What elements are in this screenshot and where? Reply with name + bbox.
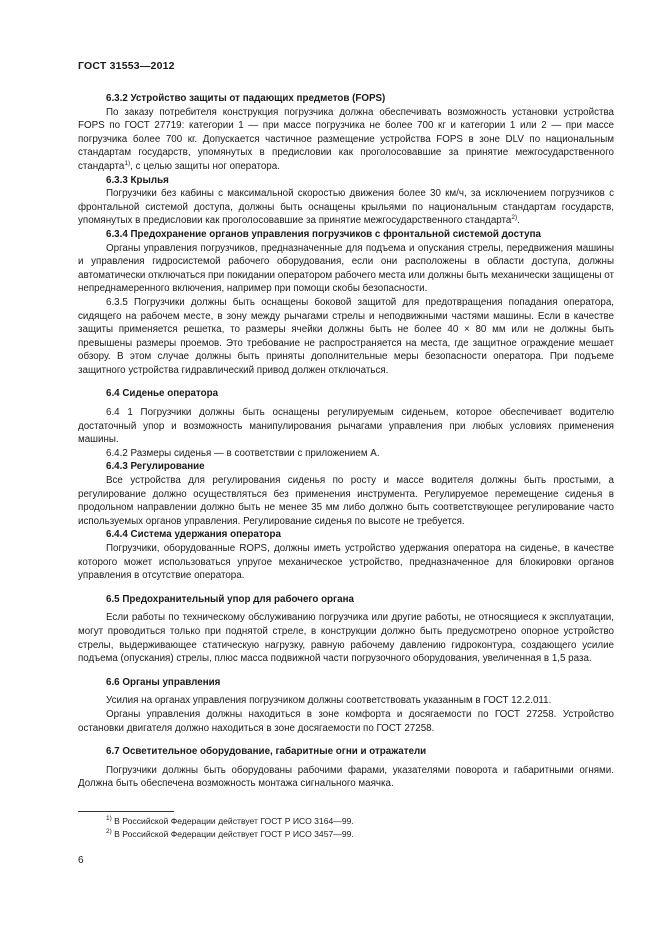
footnote-mark: 2) [106, 828, 112, 835]
paragraph-6-5: Если работы по техническому обслуживанию погрузчика или другие работы, не относящиеся к эксплуатации, могут проводиться только при поднятой стреле, в конструкции должно быть предусмотрено опорное устройство стрелы, выдерживающее статическую нагрузку, равную рабочему давлению гидроконтура, создающего усилие подъема (опускания) стрелы, плюс масса подвижной части погрузочного оборудования, увеличенная в 1,5 раза. [78, 612, 614, 665]
paragraph-6-3-4: Органы управления погрузчиков, предназначенные для подъема и опускания стрелы, передвижения машины и управления гидросистемой рабочего оборудования, если они расположены в области доступа, должны автоматически отключаться при покидании оператором рабочего места или должны быть механически защищены от непреднамеренного включения, например при помощи скобы безопасности. [78, 242, 614, 295]
footnote-text: В Российской Федерации действует ГОСТ Р ИСО 3164—99. [111, 816, 354, 826]
section-heading-6-6: 6.6 Органы управления [106, 676, 221, 688]
page-number: 6 [78, 855, 84, 866]
section-heading-6-4-4: 6.4.4 Система удержания оператора [106, 529, 281, 541]
paragraph-6-4-4: Погрузчики, оборудованные ROPS, должны иметь устройство удержания оператора на сиденье, в качестве которого может использоваться упругое механическое устройство, предназначенное для блокировки органов управления в отсутствие оператора. [78, 543, 614, 582]
paragraph-6-4-3: Все устройства для регулирования сиденья по росту и массе водителя должны быть простыми, а регулирование должно осуществляться без применения инструмента. Регулируемое перемещение сиденья в продольном направлении должно быть не менее 35 мм либо должно быть соответствующее регулирование часто используемых органов управления. Регулирование сиденья по высоте не требуется. [78, 475, 614, 527]
section-heading-6-3-2: 6.3.2 Устройство защиты от падающих предметов (FOPS) [106, 93, 386, 104]
footnote-text: В Российской Федерации действует ГОСТ Р ИСО 3457—99. [111, 829, 354, 839]
paragraph-6-3-5: 6.3.5 Погрузчики должны быть оснащены боковой защитой для предотвращения попадания оператора, сидящего на рабочем месте, в зону между рычагами стрелы и неподвижными частями машины. Если в качестве защиты применяется решетка, то размеры ячейки должны быть не более 40 × 80 мм или не должны быть превышены размеры проемов. Это требование не распространяется на места, где защитное ограждение мешает обзору. В этом случае должны быть приняты дополнительные меры безопасности оператора. При подъеме защитного устройства гидравлический привод должен отключаться. [78, 296, 614, 376]
footnote-divider [78, 811, 174, 812]
footnote-1 [106, 815, 606, 828]
paragraph-6-7: Погрузчики должны быть оборудованы рабочими фарами, указателями поворота и габаритными огнями. Должна быть обеспечена возможность монтажа сигнального маячка. [78, 764, 614, 790]
main-content [78, 92, 614, 791]
footnote-mark: 1) [106, 815, 112, 822]
paragraph-text: , с целью защиты ног оператора. [130, 160, 280, 172]
footnotes [106, 815, 606, 841]
paragraph-6-6-b: Органы управления должны находиться в зоне комфорта и досягаемости по ГОСТ 27258. Устройство остановки двигателя должно находиться в зоне досягаемости по ГОСТ 27258. [78, 708, 614, 734]
section-heading-6-4-3: 6.4.3 Регулирование [106, 461, 205, 473]
document-header: ГОСТ 31553—2012 [78, 60, 175, 72]
section-heading-6-3-3: 6.3.3 Крылья [106, 174, 169, 186]
section-heading-6-4: 6.4 Сиденье оператора [106, 388, 219, 400]
paragraph-6-3-3 [78, 187, 614, 228]
paragraph-text: Погрузчики без кабины с максимальной скоростью движения более 30 км/ч, за исключением погрузчиков с фронтальной системой доступа, должны быть оснащены крыльями по национальным стандартам государств, упомянутых в предисловии как проголосовавшие за принятие межгосударственного стандарта [78, 188, 614, 227]
paragraph-text: По заказу потребителя конструкция погрузчика должна обеспечивать возможность установки устройства FOPS по ГОСТ 27719: категории 1 — при массе погрузчика не более 700 кг и категории 1 или 2 — при массе погрузчика более 700 кг. Допускается частичное размещение устройства FOPS в зоне DLV по национальным стандартам государств, упомянутых в предисловии как проголосовавшие за принятие межгосударственного стандарта [78, 106, 614, 172]
paragraph-6-6-a: Усилия на органах управления погрузчиком должны соответствовать указанным в ГОСТ 12.2.011. [106, 695, 552, 707]
paragraph-6-4-2: 6.4.2 Размеры сиденья — в соответствии с приложением А. [106, 447, 380, 459]
section-heading-6-5: 6.5 Предохранительный упор для рабочего органа [106, 593, 354, 605]
paragraph-6-3-2 [78, 106, 614, 174]
section-heading-6-3-4: 6.3.4 Предохранение органов управления погрузчиков с фронтальной системой доступа [106, 228, 541, 240]
footnote-2 [106, 828, 606, 841]
paragraph-6-4-1: 6.4 1 Погрузчики должны быть оснащены регулируемым сиденьем, которое обеспечивает водителю достаточный упор и возможность манипулирования рычагами управления при любых условиях применения машины. [78, 407, 614, 446]
footnote-ref-2[interactable]: 2) [511, 214, 518, 222]
footnote-ref-1[interactable]: 1) [124, 159, 131, 167]
paragraph-text: . [517, 215, 520, 227]
section-heading-6-7: 6.7 Осветительное оборудование, габаритные огни и отражатели [106, 746, 427, 758]
